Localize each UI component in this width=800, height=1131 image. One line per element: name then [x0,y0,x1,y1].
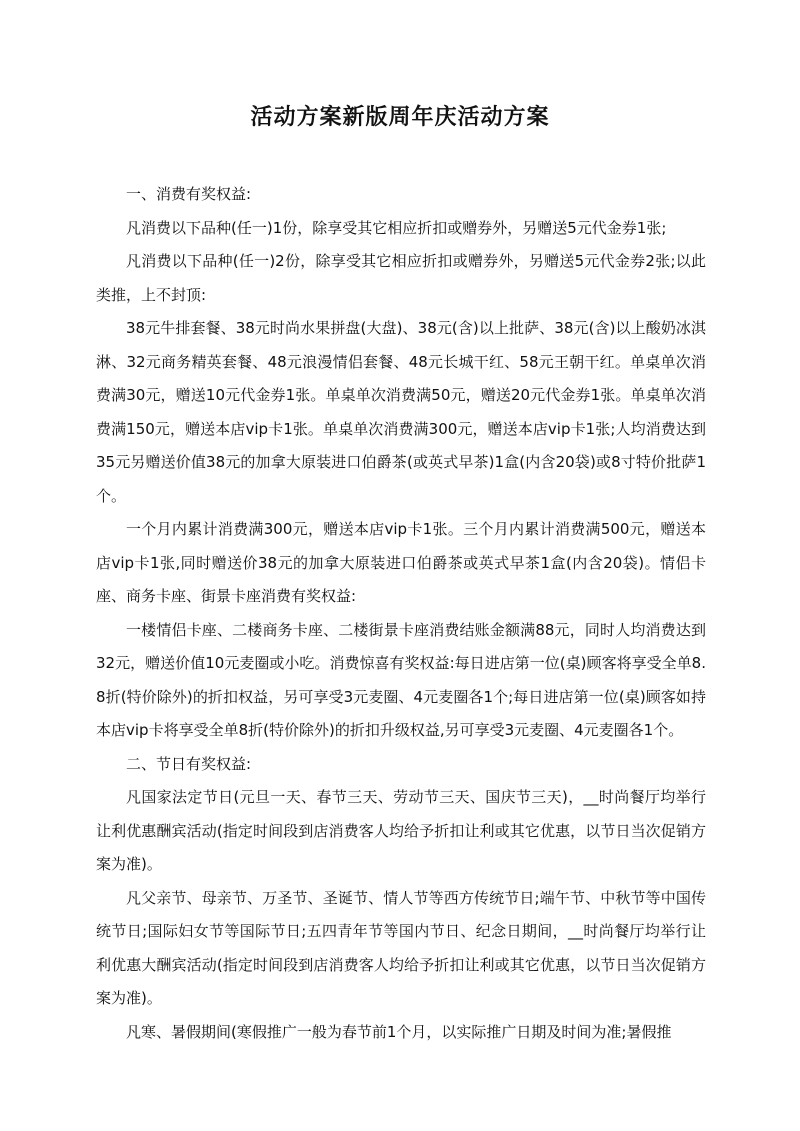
paragraph: 一个月内累计消费满300元，赠送本店vip卡1张。三个月内累计消费满500元，赠送本店vip卡1张,同时赠送价38元的加拿大原装进口伯爵茶或英式早茶1盒(内含20袋)。情侣卡座、商务卡座、街景卡座消费有奖权益: [96,520,706,605]
paragraph: 凡寒、暑假期间(寒假推广一般为春节前1个月，以实际推广日期及时间为准;暑假推 [126,1022,672,1041]
paragraph: 一楼情侣卡座、二楼商务卡座、二楼街景卡座消费结账金额满88元，同时人均消费达到32元，赠送价值10元麦圈或小吃。消费惊喜有奖权益:每日进店第一位(桌)顾客将享受全单8.8折(特价除外)的折扣权益，另可享受3元麦圈、4元麦圈各1个;每日进店第一位(桌)顾客如持本店vip卡将享受全单8折(特价除外)的折扣升级权益,另可享受3元麦圈、4元麦圈各1个。 [96,620,706,739]
paragraph: 凡国家法定节日(元旦一天、春节三天、劳动节三天、国庆节三天)，__时尚餐厅均举行让利优惠酬宾活动(指定时间段到店消费客人均给予折扣让利或其它优惠，以节日当次促销方案为准)。 [96,788,706,873]
paragraph: 凡消费以下品种(任一)2份，除享受其它相应折扣或赠券外，另赠送5元代金券2张;以此类推，上不封顶: [96,252,706,304]
document-title: 活动方案新版周年庆活动方案 [250,105,550,130]
paragraph: 38元牛排套餐、38元时尚水果拼盘(大盘)、38元(含)以上批萨、38元(含)以上酸奶冰淇淋、32元商务精英套餐、48元浪漫情侣套餐、48元长城干红、58元王朝干红。单桌单次消费满30元，赠送10元代金券1张。单桌单次消费满50元，赠送20元代金券1张。单桌单次消费满150元，赠送本店vip卡1张。单桌单次消费满300元，赠送本店vip卡1张;人均消费达到35元另赠送价值38元的加拿大原装进口伯爵茶(或英式早茶)1盒(内含20袋)或8寸特价批萨1个。 [96,319,706,505]
document-body [96,178,706,1049]
paragraph: 一、消费有奖权益: [126,185,252,203]
paragraph: 凡消费以下品种(任一)1份，除享受其它相应折扣或赠券外，另赠送5元代金券1张; [126,218,667,237]
paragraph: 二、节日有奖权益: [126,754,252,773]
paragraph: 凡父亲节、母亲节、万圣节、圣诞节、情人节等西方传统节日;端午节、中秋节等中国传统节日;国际妇女节等国际节日;五四青年节等国内节日、纪念日期间，__时尚餐厅均举行让利优惠大酬宾活动(指定时间段到店消费客人均给予折扣让利或其它优惠，以节日当次促销方案为准)。 [96,888,706,1007]
